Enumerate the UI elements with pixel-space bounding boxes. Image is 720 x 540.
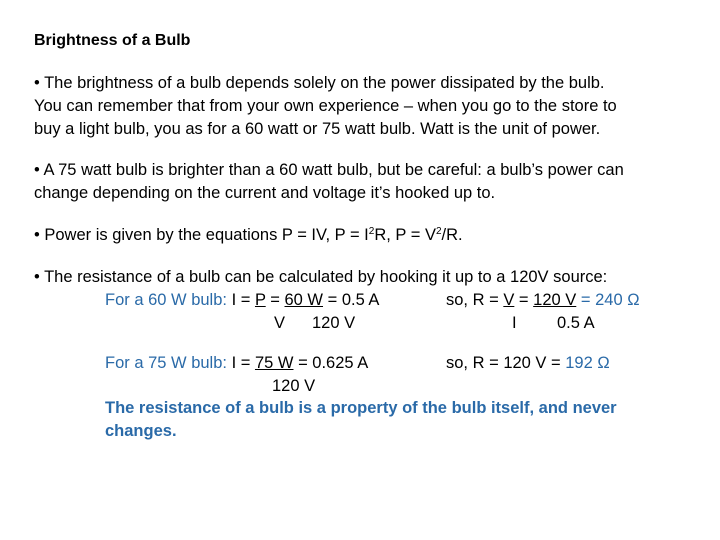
calc-60w-row [105,290,379,310]
calc-60w-den-120v: 120 V [312,314,356,332]
calc-60w-eq-sign: = [265,291,285,309]
calc-75w-current-result: = 0.625 A [293,354,369,372]
superscript-2a: 2 [368,226,375,237]
calc-75w-den-120v: 120 V [272,377,316,395]
conclusion-line2: changes. [105,422,177,440]
power-equations-prefix: • Power is given by the equations P = IV, P = I [34,226,369,244]
calc-60w-120v-numerator: 120 V [533,291,577,309]
calc-60w-so: so, R = [446,291,504,309]
para1-line1: • The brightness of a bulb depends solely on the power dissipated by the bulb. [34,74,605,92]
calc-75w-watts-numerator: 75 W [254,354,294,372]
calc-75w-label: For a 75 W bulb: [105,354,227,372]
calc-75w-row [105,353,368,373]
para1-line2: You can remember that from your own experience – when you go to the store to [34,97,617,115]
calc-60w-watts-numerator: 60 W [284,291,324,309]
para2-line2: change depending on the current and voltage it’s hooked up to. [34,184,496,202]
calc-60w-current-eq: I = [231,291,255,309]
calc-60w-label: For a 60 W bulb: [105,291,227,309]
superscript-2b: 2 [435,226,442,237]
conclusion-line1: The resistance of a bulb is a property of the bulb itself, and never [105,399,617,417]
calc-60w-p-numerator: P [254,291,266,309]
calc-75w-resistance-result: 192 Ω [565,354,610,372]
calc-60w-den-i: I [512,314,517,332]
power-equations [34,225,463,245]
para4-line1: • The resistance of a bulb can be calculated by hooking it up to a 120V source: [34,268,608,286]
calc-60w-den-05a: 0.5 A [557,314,595,332]
calc-75w-resistance [446,353,610,373]
page-title: Brightness of a Bulb [34,32,191,49]
power-equations-mid: R, P = V [374,226,436,244]
calc-60w-resistance [446,290,640,310]
para2-line1: • A 75 watt bulb is brighter than a 60 watt bulb, but be careful: a bulb’s power can [34,161,624,179]
calc-75w-current-eq: I = [226,354,255,372]
calc-60w-current-result: = 0.5 A [323,291,380,309]
calc-60w-den-v: V [274,314,286,332]
para1-line3: buy a light bulb, you as for a 60 watt or 75 watt bulb. Watt is the unit of power. [34,120,601,138]
power-equations-suffix: /R. [441,226,463,244]
calc-60w-resistance-result: = 240 Ω [576,291,640,309]
calc-75w-so: so, R = 120 V = [446,354,566,372]
calc-60w-v-numerator: V [503,291,515,309]
calc-60w-r-eq: = [514,291,534,309]
